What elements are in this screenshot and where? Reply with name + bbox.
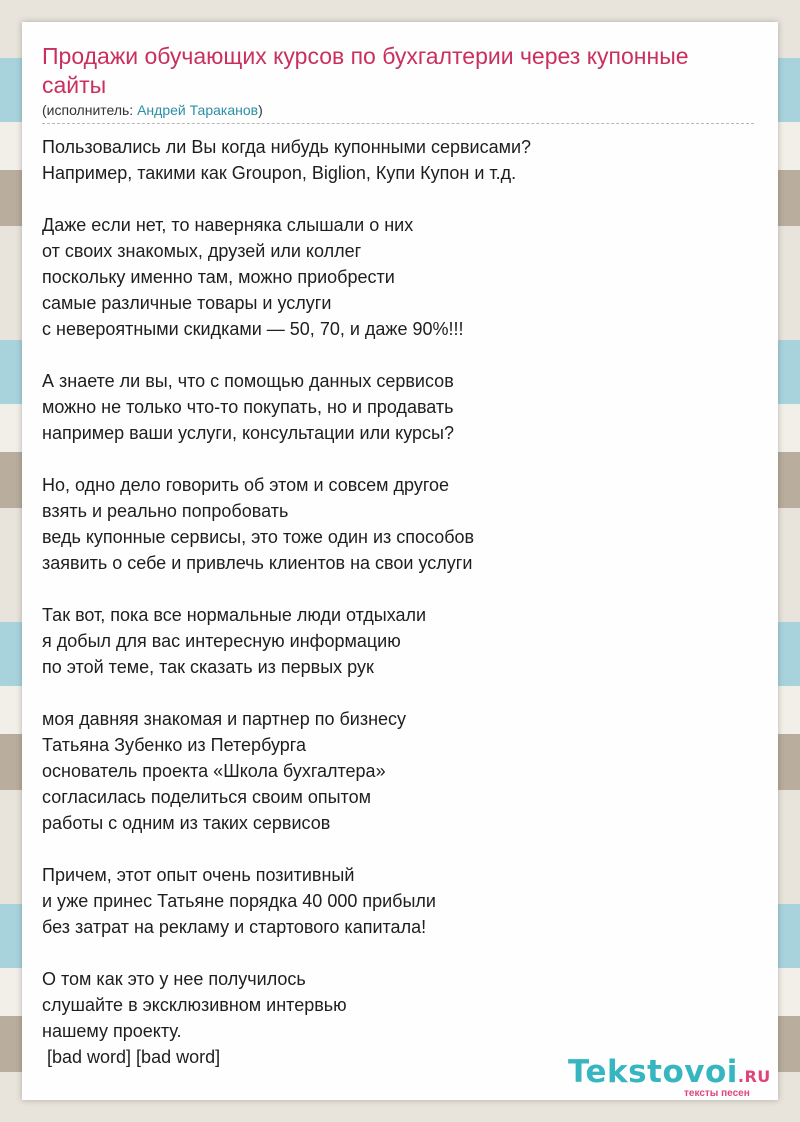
lyric-line: Причем, этот опыт очень позитивный xyxy=(42,865,355,885)
lyric-line: ведь купонные сервисы, это тоже один из способов xyxy=(42,527,475,547)
lyric-line: моя давняя знакомая и партнер по бизнесу xyxy=(42,709,407,729)
lyric-line: и уже принес Татьяне порядка 40 000 прибыли xyxy=(42,891,436,911)
lyric-line: А знаете ли вы, что с помощью данных сервисов xyxy=(42,371,454,391)
lyric-line: согласилась поделиться своим опытом xyxy=(42,787,371,807)
lyric-line: с невероятными скидками — 50, 70, и даже 90%!!! xyxy=(42,319,464,339)
lyrics-text xyxy=(42,134,531,1070)
site-logo[interactable] xyxy=(568,1054,778,1102)
logo-name: Tekstovoi xyxy=(568,1054,738,1090)
logo-tld: .RU xyxy=(737,1067,771,1086)
lyric-line: заявить о себе и привлечь клиентов на свои услуги xyxy=(42,553,473,573)
lyric-line: например ваши услуги, консультации или курсы? xyxy=(42,423,454,443)
byline-suffix: ) xyxy=(258,102,263,118)
stanza-break xyxy=(42,446,531,472)
byline xyxy=(42,102,263,118)
lyric-line: основатель проекта «Школа бухгалтера» xyxy=(42,761,386,781)
song-title: Продажи обучающих курсов по бухгалтерии через купонные сайты xyxy=(42,43,689,98)
lyric-line: работы с одним из таких сервисов xyxy=(42,813,331,833)
lyric-line: [bad word] [bad word] xyxy=(42,1047,221,1067)
stanza-break xyxy=(42,186,531,212)
lyric-line: без затрат на рекламу и стартового капитала! xyxy=(42,917,427,937)
lyrics-page xyxy=(22,22,778,1100)
logo-tagline: тексты песен xyxy=(684,1088,750,1099)
lyric-line: Татьяна Зубенко из Петербурга xyxy=(42,735,306,755)
lyric-line: нашему проекту. xyxy=(42,1021,182,1041)
divider xyxy=(42,123,754,124)
stanza-break xyxy=(42,680,531,706)
stanza-break xyxy=(42,836,531,862)
byline-prefix: (исполнитель: xyxy=(42,102,138,118)
lyric-line: Так вот, пока все нормальные люди отдыхали xyxy=(42,605,427,625)
lyric-line: от своих знакомых, друзей или коллег xyxy=(42,241,362,261)
lyric-line: можно не только что-то покупать, но и продавать xyxy=(42,397,454,417)
stanza-break xyxy=(42,576,531,602)
stanza-break xyxy=(42,342,531,368)
lyric-line: я добыл для вас интересную информацию xyxy=(42,631,401,651)
lyric-line: самые различные товары и услуги xyxy=(42,293,332,313)
artist-link[interactable]: Андрей Тараканов xyxy=(137,102,259,118)
lyric-line: слушайте в эксклюзивном интервью xyxy=(42,995,347,1015)
lyric-line: взять и реально попробовать xyxy=(42,501,289,521)
lyric-line: Но, одно дело говорить об этом и совсем другое xyxy=(42,475,450,495)
lyric-line: по этой теме, так сказать из первых рук xyxy=(42,657,374,677)
lyric-line: Даже если нет, то наверняка слышали о них xyxy=(42,215,414,235)
lyric-line: Например, такими как Groupon, Biglion, Купи Купон и т.д. xyxy=(42,163,517,183)
lyric-line: О том как это у нее получилось xyxy=(42,969,306,989)
lyric-line: поскольку именно там, можно приобрести xyxy=(42,267,395,287)
stanza-break xyxy=(42,940,531,966)
lyric-line: Пользовались ли Вы когда нибудь купонными сервисами? xyxy=(42,137,532,157)
